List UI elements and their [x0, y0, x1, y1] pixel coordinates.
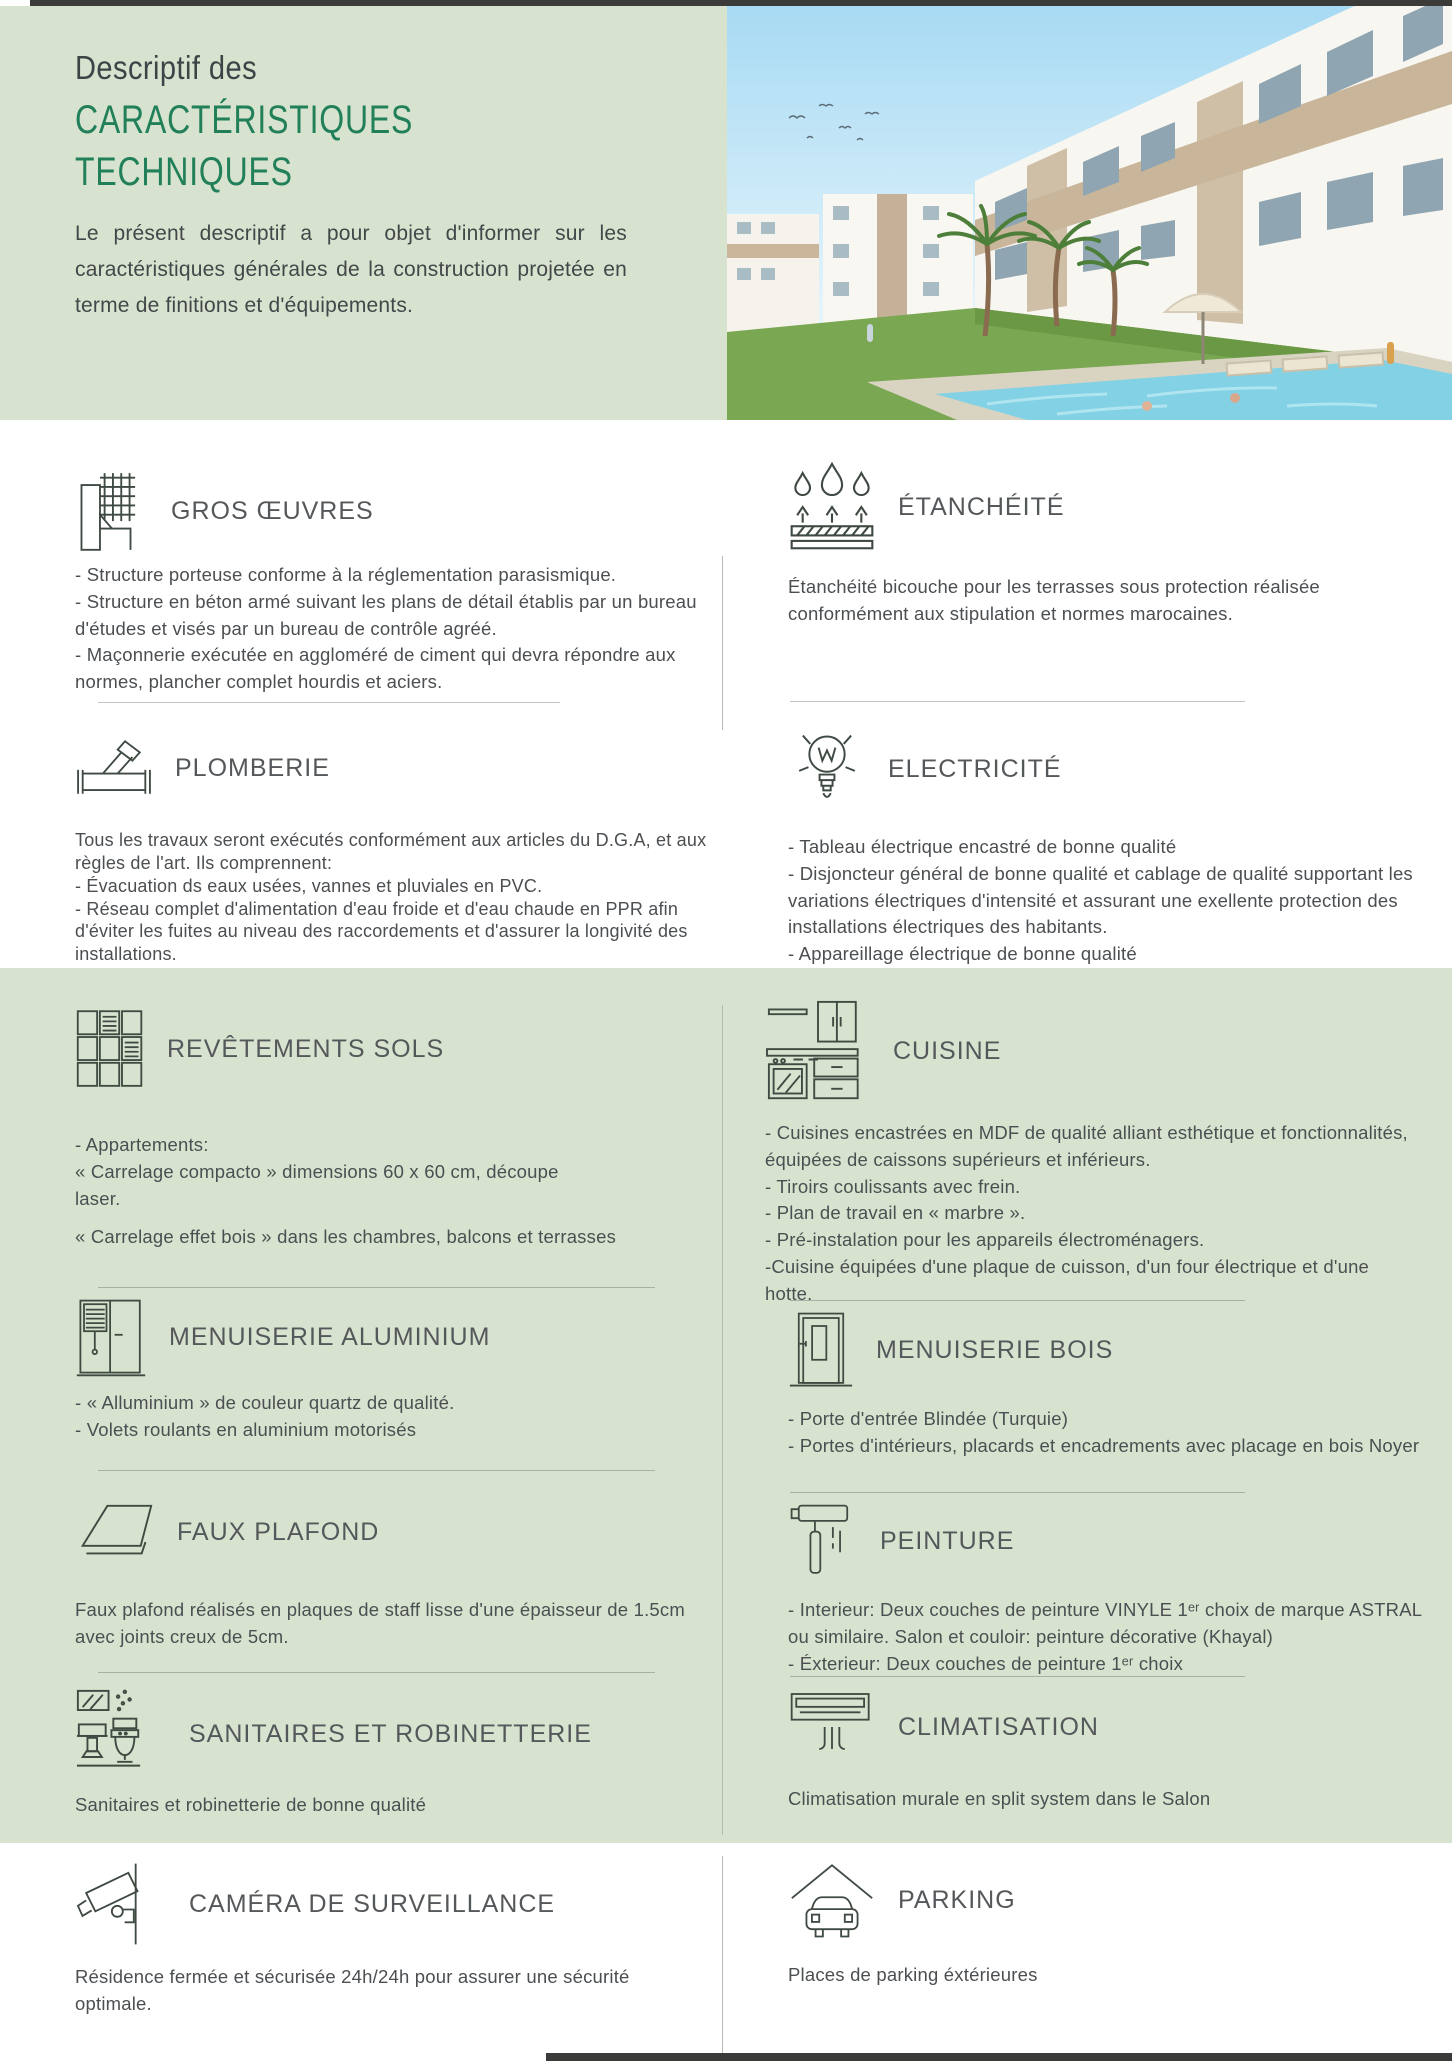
section-text: -Cuisine équipées d'une plaque de cuisson, d'un four électrique et d'une hotte. [765, 1256, 1370, 1304]
section-title: PEINTURE [880, 1527, 1015, 1555]
window-shutter-icon [75, 1297, 147, 1378]
section-menuiserie-bois [788, 1310, 1446, 1460]
paint-roller-icon [788, 1500, 858, 1583]
divider [98, 1470, 655, 1471]
section-text: - Volets roulants en aluminium motorisés [75, 1418, 417, 1440]
section-text: - « Alluminium » de couleur quartz de qualité. [75, 1392, 455, 1413]
section-text: - Appartements: [75, 1134, 209, 1155]
residence-illustration [727, 6, 1452, 420]
page-title-line1: Descriptif des [75, 49, 258, 86]
pipe-junction-icon [75, 733, 153, 803]
divider [98, 1287, 655, 1288]
door-icon [788, 1310, 854, 1390]
column-rule [722, 1856, 723, 2053]
section-title: MENUISERIE BOIS [876, 1335, 1114, 1364]
floor-tiles-icon [75, 1008, 145, 1090]
section-text: « Carrelage compacto » dimensions 60 x 60 cm, découpe laser. [75, 1160, 559, 1209]
section-text: - Cuisines encastrées en MDF de qualité alliant esthétique et fonctionnalités, équipées de caissons supérieurs et inférieurs. [765, 1122, 1408, 1170]
section-title: CUISINE [893, 1036, 1002, 1065]
page-title-line3: TECHNIQUES [75, 150, 293, 194]
divider [790, 1492, 1245, 1493]
section-title: ELECTRICITÉ [888, 754, 1062, 783]
section-text: « Carrelage effet bois » dans les chambres, balcons et terrasses [75, 1226, 617, 1248]
section-title: REVÊTEMENTS SOLS [167, 1034, 445, 1063]
section-menuiserie-aluminium [75, 1297, 705, 1444]
section-revetements-sols [75, 1008, 705, 1251]
section-cuisine [765, 1000, 1435, 1308]
section-text: - Réseau complet d'alimentation d'eau froide et d'eau chaude en PPR afin d'éviter les fuites au niveau des raccordements et d'assurer la longivité des installations. [75, 898, 688, 965]
kitchen-cabinets-icon [765, 1000, 871, 1102]
section-plomberie [75, 733, 707, 966]
section-text: - Tableau électrique encastré de bonne qualité [788, 836, 1177, 857]
hero-text-block [75, 42, 627, 324]
section-text: - Maçonnerie exécutée en aggloméré de ciment qui devra répondre aux normes, plancher complet hourdis et aciers. [75, 644, 676, 693]
column-rule [722, 556, 723, 730]
air-conditioner-icon [788, 1690, 876, 1764]
section-text: Sanitaires et robinetterie de bonne qualité [75, 1794, 427, 1815]
cctv-camera-icon [75, 1860, 167, 1948]
section-text: - Tiroirs coulissants avec frein. [765, 1175, 1021, 1197]
section-text: Étanchéité bicouche pour les terrasses sous protection réalisée conformément aux stipulation et normes marocaines. [788, 576, 1320, 624]
section-text: Résidence fermée et sécurisée 24h/24h pour assurer une sécurité optimale. [75, 1966, 630, 2014]
section-title: SANITAIRES ET ROBINETTERIE [189, 1719, 592, 1748]
section-text: Places de parking éxtérieures [788, 1964, 1038, 1985]
section-title: ÉTANCHÉITÉ [898, 492, 1065, 521]
section-text: - Éxterieur: Deux couches de peinture 1ᵉʳ choix [788, 1652, 1184, 1674]
divider [98, 702, 560, 703]
section-title: PARKING [898, 1885, 1016, 1914]
section-title: GROS ŒUVRES [171, 496, 374, 525]
light-bulb-icon [788, 728, 866, 810]
section-text: Faux plafond réalisés en plaques de staff lisse d'une épaisseur de 1.5cm avec joints creux de 5cm. [75, 1599, 685, 1647]
section-text: - Interieur: Deux couches de peinture VINYLE 1ᵉʳ choix de marque ASTRAL ou similaire. Salon et couloir: peinture décorative (Khayal) [788, 1599, 1422, 1647]
section-climatisation [788, 1690, 1446, 1813]
section-title: MENUISERIE ALUMINIUM [169, 1323, 491, 1351]
section-title: CLIMATISATION [898, 1712, 1099, 1741]
page-title-line2: CARACTÉRISTIQUES [75, 98, 414, 142]
section-title: PLOMBERIE [175, 753, 330, 782]
car-under-roof-icon [788, 1858, 876, 1942]
section-text: - Porte d'entrée Blindée (Turquie) [788, 1408, 1069, 1429]
section-parking [788, 1858, 1446, 1989]
section-text: - Évacuation ds eaux usées, vannes et pluviales en PVC. [75, 875, 543, 896]
ceiling-panel-icon [75, 1502, 155, 1563]
section-title: CAMÉRA DE SURVEILLANCE [189, 1889, 556, 1918]
section-peinture [788, 1500, 1446, 1677]
section-text: - Portes d'intérieurs, placards et encadrements avec placage en bois Noyer [788, 1434, 1420, 1456]
section-etancheite [788, 462, 1443, 628]
section-text: - Structure porteuse conforme à la réglementation parasismique. [75, 564, 617, 585]
section-text: Tous les travaux seront exécutés conformément aux articles du D.G.A, et aux règles de l'art. Ils comprennent: [75, 830, 707, 873]
hero-photo [727, 6, 1452, 420]
section-text: - Appareillage électrique de bonne qualité [788, 943, 1137, 965]
section-text: - Structure en béton armé suivant les plans de détail établis par un bureau d'études et visés par un bureau de contrôle agréé. [75, 590, 697, 639]
section-faux-plafond [75, 1502, 705, 1651]
divider [98, 1672, 655, 1673]
section-electricite [788, 728, 1446, 968]
bottom-edge-bar [546, 2053, 1452, 2061]
sanitary-fixtures-icon [75, 1688, 167, 1780]
section-text: Climatisation murale en split system dans le Salon [788, 1788, 1211, 1809]
section-text: - Plan de travail en « marbre ». [765, 1202, 1026, 1224]
section-gros-oeuvres [75, 470, 705, 696]
section-title: FAUX PLAFOND [177, 1518, 380, 1546]
section-text: - Pré-instalation pour les appareils électroménagers. [765, 1229, 1205, 1251]
divider [790, 701, 1245, 702]
waterproofing-drops-icon [788, 462, 876, 552]
masonry-grid-icon [75, 470, 149, 552]
hero-intro: Le présent descriptif a pour objet d'informer sur les caractéristiques générales de la construction projetée en terme de finitions et d'équipements. [75, 222, 627, 318]
section-camera [75, 1860, 705, 2018]
column-rule [722, 1005, 723, 1835]
section-sanitaires [75, 1688, 705, 1819]
section-text: - Disjoncteur général de bonne qualité et cablage de qualité supportant les variations électriques d'intensité et assurant une exellente protection des installations électriques des habitants. [788, 862, 1413, 938]
